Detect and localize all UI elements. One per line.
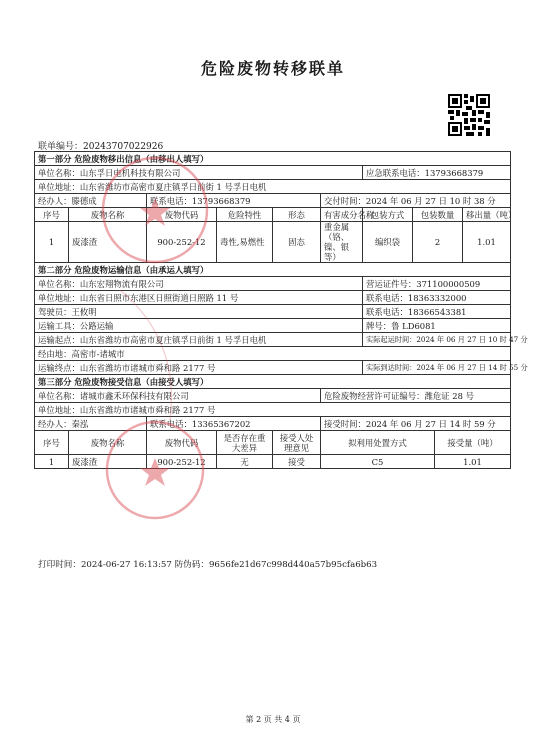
driver-phone: 联系电话：18366543381 xyxy=(363,305,511,319)
col-header: 包装方式 xyxy=(363,208,413,222)
col-header: 序号 xyxy=(35,431,69,455)
transfer-form xyxy=(34,151,528,469)
route: 经由地：高密市-诸城市 xyxy=(35,347,511,361)
plate-number: 牌号：鲁 LD6081 xyxy=(363,319,511,333)
table-cell: 固态 xyxy=(273,222,321,263)
qr-code-icon xyxy=(448,94,490,136)
col-header: 废物代码 xyxy=(147,208,217,222)
table-cell: 废漆渣 xyxy=(69,455,147,469)
part2-header: 第二部分 危险废物运输信息（由承运人填写） xyxy=(35,263,511,277)
receiver-handler: 经办人：秦泓 xyxy=(35,417,147,431)
table-cell: 接受 xyxy=(273,455,321,469)
transport-tool: 运输工具：公路运输 xyxy=(35,319,363,333)
table-cell: 2 xyxy=(413,222,463,263)
table-cell: 1 xyxy=(35,222,69,263)
table-cell: 1 xyxy=(35,455,69,469)
table-cell: 编织袋 xyxy=(363,222,413,263)
col-header: 有害成分名称 xyxy=(321,208,363,222)
table-cell: 毒性,易燃性 xyxy=(217,222,273,263)
table-cell: 900-252-12 xyxy=(147,222,217,263)
table-cell: 1.01 xyxy=(435,455,511,469)
col-header: 包装数量 xyxy=(413,208,463,222)
table-cell: 1.01 xyxy=(463,222,511,263)
col-header: 移出量（吨） xyxy=(463,208,511,222)
permit-number: 危险废物经营许可证编号：潍危证 28 号 xyxy=(321,389,511,403)
handover-time: 交付时间：2024 年 06 月 27 日 10 时 38 分 xyxy=(321,194,511,208)
carrier-unit-name: 单位名称：山东宏翔物流有限公司 xyxy=(35,277,363,291)
part1-header: 第一部分 危险废物移出信息（由移出人填写） xyxy=(35,152,511,166)
table-cell: 重金属（铬、镍、银等） xyxy=(321,222,363,263)
transport-end: 运输终点：山东省潍坊市诸城市舜和路 2177 号 xyxy=(35,361,363,375)
receive-time: 接受时间：2024 年 06 月 27 日 14 时 59 分 xyxy=(321,417,511,431)
page-number: 第 2 页 共 4 页 xyxy=(245,715,301,724)
receiver-address: 单位地址：山东省潍坊市诸城市舜和路 2177 号 xyxy=(35,403,511,417)
receiver-phone: 联系电话：13365367202 xyxy=(147,417,321,431)
col-header: 是否存在重大差异 xyxy=(217,431,273,455)
print-info: 打印时间：2024-06-27 16:13:57 防伪码：9656fe21d67c998d440a57b95cfa6b63 xyxy=(38,560,378,570)
form-table xyxy=(34,151,528,469)
carrier-license: 营运证件号：371100000509 xyxy=(363,277,511,291)
driver: 驾驶员：王攸明 xyxy=(35,305,363,319)
carrier-address: 单位地址：山东省日照市东港区日照街道日照路 11 号 xyxy=(35,291,363,305)
document-title: 危险废物转移联单 xyxy=(200,59,345,78)
col-header: 接受人处理意见 xyxy=(273,431,321,455)
sender-phone: 联系电话：13793668379 xyxy=(147,194,321,208)
arrival-time: 实际到达时间：2024 年 06 月 27 日 14 时 55 分 xyxy=(363,361,511,375)
col-header: 接受量（吨） xyxy=(435,431,511,455)
table-cell: 废漆渣 xyxy=(69,222,147,263)
col-header: 废物名称 xyxy=(69,431,147,455)
bill-number: 联单编号：20243707022926 xyxy=(38,142,164,152)
sender-unit-name: 单位名称：山东孚日电机科技有限公司 xyxy=(35,166,363,180)
start-time: 实际起运时间：2024 年 06 月 27 日 10 时 47 分 xyxy=(363,333,511,347)
col-header: 废物代码 xyxy=(147,431,217,455)
table-cell: 无 xyxy=(217,455,273,469)
col-header: 序号 xyxy=(35,208,69,222)
carrier-phone: 联系电话：18363332000 xyxy=(363,291,511,305)
col-header: 形态 xyxy=(273,208,321,222)
transport-start: 运输起点：山东省潍坊市高密市夏庄镇孚日前街 1 号孚日电机 xyxy=(35,333,363,347)
emergency-phone: 应急联系电话：13793668379 xyxy=(363,166,511,180)
receiver-unit-name: 单位名称：诸城市鑫禾环保科技有限公司 xyxy=(35,389,321,403)
table-cell: C5 xyxy=(321,455,435,469)
table-cell: 900-252-12 xyxy=(147,455,217,469)
col-header: 拟利用处置方式 xyxy=(321,431,435,455)
sender-address: 单位地址：山东省潍坊市高密市夏庄镇孚日前街 1 号孚日电机 xyxy=(35,180,511,194)
part3-header: 第三部分 危险废物接受信息（由接受人填写） xyxy=(35,375,511,389)
col-header: 危险特性 xyxy=(217,208,273,222)
col-header: 废物名称 xyxy=(69,208,147,222)
sender-handler: 经办人：滕德成 xyxy=(35,194,147,208)
